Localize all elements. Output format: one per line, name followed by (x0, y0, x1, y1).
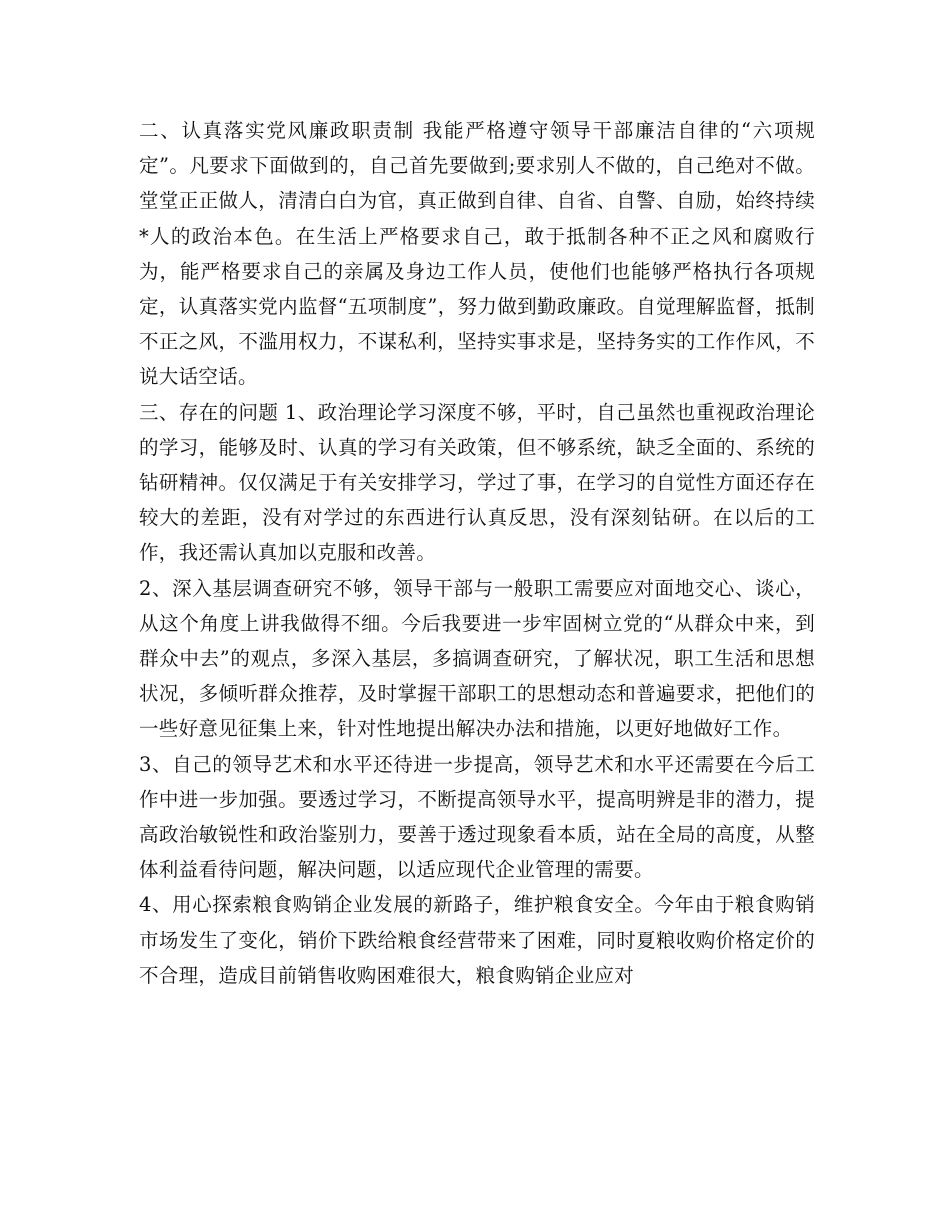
paragraph-item-three: 3、自己的领导艺术和水平还待进一步提高，领导艺术和水平还需要在今后工作中进一步加强。要透过学习，不断提高领导水平，提高明辨是非的潜力，提高政治敏锐性和政治鉴别力，要善于透过现象看本质，站在全局的高度，从整体利益看待问题，解决问题，以适应现代企业管理的需要。 (139, 752, 815, 882)
paragraph-section-three-item-one: 三、存在的问题 1、政治理论学习深度不够，平时，自己虽然也重视政治理论的学习，能够及时、认真的学习有关政策，但不够系统，缺乏全面的、系统的钻研精神。仅仅满足于有关安排学习，学过了事，在学习的自觉性方面还存在较大的差距，没有对学过的东西进行认真反思，没有深刻钻研。在以后的工作，我还需认真加以克服和改善。 (139, 400, 815, 565)
document-page (139, 113, 815, 993)
paragraph-item-four: 4、用心探索粮食购销企业发展的新路子，维护粮食安全。今年由于粮食购销市场发生了变化，销价下跌给粮食经营带来了困难，同时夏粮收购价格定价的不合理，造成目前销售收购困难很大，粮食购销企业应对 (139, 893, 815, 987)
paragraph-section-two: 二、认真落实党风廉政职责制 我能严格遵守领导干部廉洁自律的“六项规定”。凡要求下面做到的，自己首先要做到;要求别人不做的，自己绝对不做。堂堂正正做人，清清白白为官，真正做到自律、自省、自警、自励，始终持续*人的政治本色。在生活上严格要求自己，敢于抵制各种不正之风和腐败行为，能严格要求自己的亲属及身边工作人员，使他们也能够严格执行各项规定，认真落实党内监督“五项制度”，努力做到勤政廉政。自觉理解监督，抵制不正之风，不滥用权力，不谋私利，坚持实事求是，坚持务实的工作作风，不说大话空话。 (139, 119, 815, 389)
paragraph-item-two: 2、深入基层调查研究不够，领导干部与一般职工需要应对面地交心、谈心，从这个角度上讲我做得不细。今后我要进一步牢固树立党的“从群众中来，到群众中去”的观点，多深入基层，多搞调查研究，了解状况，职工生活和思想状况，多倾听群众推荐，及时掌握干部职工的思想动态和普遍要求，把他们的一些好意见征集上来，针对性地提出解决办法和措施，以更好地做好工作。 (139, 576, 815, 741)
